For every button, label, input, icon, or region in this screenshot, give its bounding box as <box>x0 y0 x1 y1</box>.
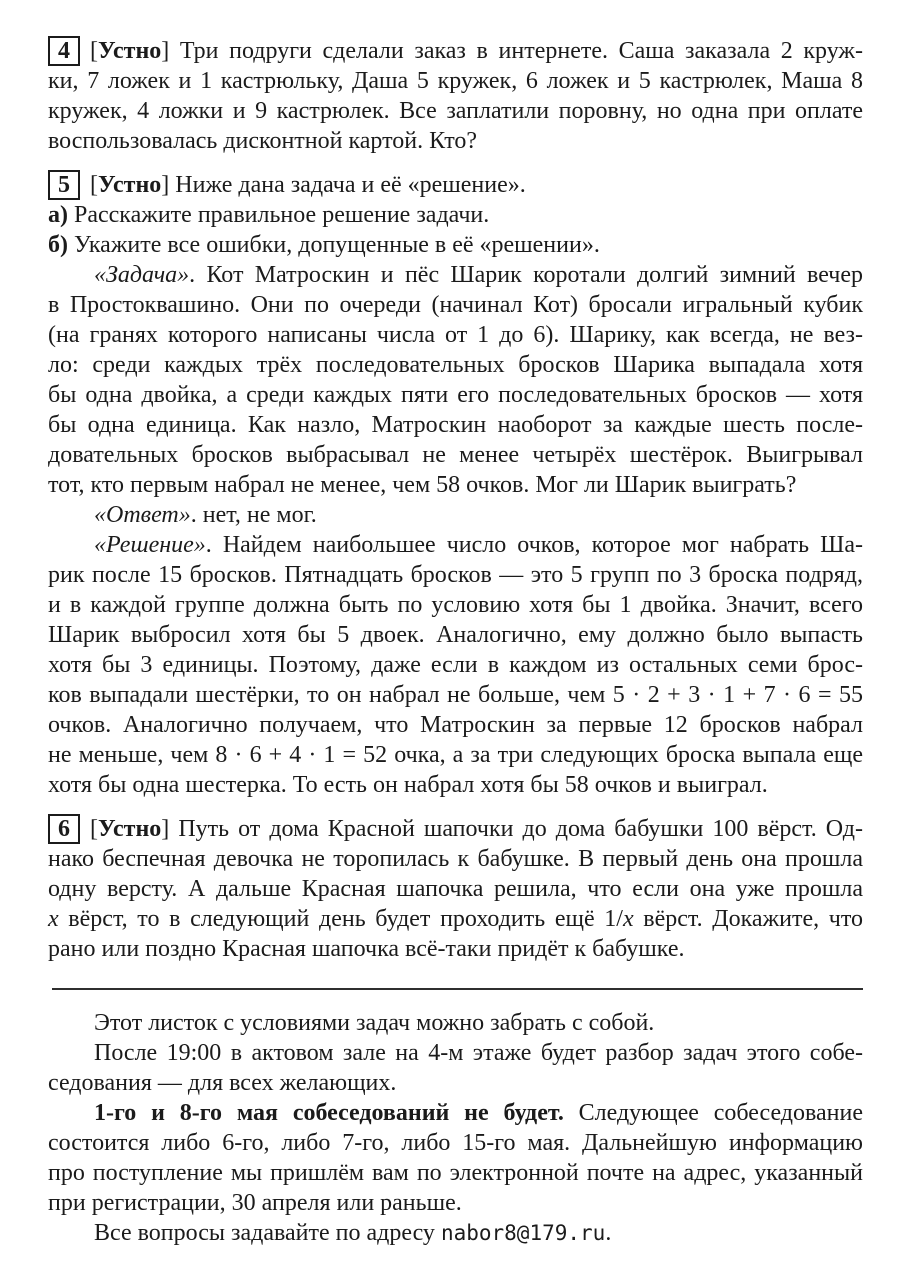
text-line <box>48 200 863 230</box>
text-line <box>48 1188 863 1218</box>
text-line <box>48 350 863 380</box>
footer-note-schedule <box>48 1098 863 1218</box>
text-line <box>48 710 863 740</box>
schedule-warning: 1-го и 8-го мая собеседований не будет. <box>94 1100 564 1126</box>
text-line <box>48 440 863 470</box>
text-run: [ <box>90 816 98 842</box>
text-line <box>48 934 863 964</box>
text-run: [ <box>90 172 98 198</box>
lead-in: «Задача» <box>94 262 190 288</box>
text-line <box>48 36 863 66</box>
text-line <box>48 680 863 710</box>
lead-in: «Ответ» <box>94 502 191 528</box>
text-line <box>48 1038 863 1068</box>
text-run: ло: среди каждых трёх последовательных бросков Шарика выпадала хотя <box>48 352 863 378</box>
text-line <box>48 126 863 156</box>
footer-note-keep-sheet <box>48 1008 863 1038</box>
text-run: Все вопросы задавайте по адресу <box>94 1220 441 1246</box>
problem-5 <box>48 170 863 200</box>
text-run: хотя бы одна шестерка. То есть он набрал хотя бы 58 очков и выиграл. <box>48 772 768 798</box>
text-run: . нет, не мог. <box>190 502 317 528</box>
text-line <box>48 740 863 770</box>
text-run: ки, 7 ложек и 1 кастрюльку, Даша 5 кружек, 6 ложек и 5 кастрюлек, Маша 8 <box>48 68 863 94</box>
text-line <box>48 500 863 530</box>
text-run: бы одна единица. Как назло, Матроскин наоборот за каждые шесть после- <box>48 412 863 438</box>
text-line <box>48 620 863 650</box>
text-run: одну версту. А дальше Красная шапочка решила, что если она уже прошла <box>48 876 863 902</box>
text-run: ] Ниже дана задача и её «решение». <box>161 172 526 198</box>
text-run: Этот листок с условиями задач можно забрать с собой. <box>94 1010 655 1036</box>
text-line <box>48 96 863 126</box>
text-run: при регистрации, 30 апреля или раньше. <box>48 1190 462 1216</box>
problem-6 <box>48 814 863 964</box>
text-run: ] Три подруги сделали заказ в интернете. Саша заказала 2 круж- <box>161 38 863 64</box>
problem-5-solution <box>48 530 863 800</box>
text-line <box>48 1158 863 1188</box>
math-variable: x <box>48 906 59 932</box>
text-line <box>48 1128 863 1158</box>
item-label: б) <box>48 232 68 258</box>
problem-5-item-a <box>48 200 863 230</box>
text-run: очков. Аналогично получаем, что Матроскин за первые 12 бросков набрал <box>48 712 863 738</box>
footer-note-debrief <box>48 1038 863 1098</box>
math-expression: ков выпадали шестёрки, то он набрал не больше, чем 5 · 2 + 3 · 1 + 7 · 6 = 55 <box>48 682 863 708</box>
problem-sheet-body <box>48 36 863 1248</box>
problem-5-item-b <box>48 230 863 260</box>
text-run: Укажите все ошибки, допущенные в её «решении». <box>68 232 600 258</box>
footer-note-contact <box>48 1218 863 1248</box>
text-run: воспользовалась дисконтной картой. Кто? <box>48 128 478 154</box>
footer-divider <box>52 988 863 990</box>
text-run: кружек, 4 ложки и 9 кастрюлек. Все заплатили поровну, но одна при оплате <box>48 98 863 124</box>
text-run: Шарик выбросил хотя бы 5 двоек. Аналогично, ему должно было выпасть <box>48 622 863 648</box>
text-line <box>48 650 863 680</box>
text-run: нако беспечная девочка не торопилась к бабушке. В первый день она прошла <box>48 846 863 872</box>
text-line <box>48 904 863 934</box>
text-run: . <box>605 1220 612 1246</box>
problem-number-box: 5 <box>48 170 80 200</box>
text-line <box>48 260 863 290</box>
text-run: хотя бы 3 единицы. Поэтому, даже если в каждом из остальных семи брос- <box>48 652 863 678</box>
text-run: [ <box>90 38 98 64</box>
text-run: После 19:00 в актовом зале на 4-м этаже будет разбор задач этого собе- <box>94 1040 863 1066</box>
text-run: седования — для всех желающих. <box>48 1070 397 1096</box>
text-line <box>48 290 863 320</box>
text-run: ] Путь от дома Красной шапочки до дома бабушки 100 вёрст. Од- <box>161 816 863 842</box>
text-run: . Найдем наибольшее число очков, которое мог набрать Ша- <box>205 532 863 558</box>
problem-4 <box>48 36 863 156</box>
oral-tag: Устно <box>98 38 162 64</box>
lead-in: «Решение» <box>94 532 206 558</box>
text-run: в Простоквашино. Они по очереди (начинал Кот) бросали игральный кубик <box>48 292 863 318</box>
text-run: рик после 15 бросков. Пятнадцать бросков — это 5 групп по 3 броска подряд, <box>48 562 863 588</box>
text-line <box>48 1008 863 1038</box>
text-run: . Кот Матроскин и пёс Шарик коротали долгий зимний вечер <box>189 262 863 288</box>
text-line <box>48 874 863 904</box>
text-line <box>48 320 863 350</box>
text-line <box>48 1068 863 1098</box>
math-expression: не меньше, чем 8 · 6 + 4 · 1 = 52 очка, а за три следующих броска выпала еще <box>48 742 863 768</box>
text-line <box>48 844 863 874</box>
text-line <box>48 1098 863 1128</box>
text-line <box>48 230 863 260</box>
oral-tag: Устно <box>98 172 162 198</box>
oral-tag: Устно <box>98 816 162 842</box>
problem-5-task <box>48 260 863 500</box>
text-run: про поступление мы пришлём вам по электронной почте на адрес, указанный <box>48 1160 863 1186</box>
problem-number-box: 6 <box>48 814 80 844</box>
text-run: довательных бросков выбрасывал не менее четырёх шестёрок. Выигрывал <box>48 442 863 468</box>
text-run: и в каждой группе должна быть по условию хотя бы 1 двойка. Значит, всего <box>48 592 863 618</box>
text-run: рано или поздно Красная шапочка всё-таки придёт к бабушке. <box>48 936 685 962</box>
text-run: Следующее собеседование <box>563 1100 863 1126</box>
math-variable: x <box>622 906 634 932</box>
text-line <box>48 814 863 844</box>
text-run: Расскажите правильное решение задачи. <box>68 202 490 228</box>
text-line <box>48 470 863 500</box>
text-run: вёрст, то в следующий день будет проходить ещё 1/ <box>58 906 623 932</box>
text-line <box>48 1218 863 1248</box>
text-line <box>48 530 863 560</box>
text-run: вёрст. Докажите, что <box>633 906 864 932</box>
problem-number-box: 4 <box>48 36 80 66</box>
text-line <box>48 410 863 440</box>
problem-5-answer <box>48 500 863 530</box>
text-line <box>48 770 863 800</box>
item-label: а) <box>48 202 68 228</box>
text-line <box>48 170 863 200</box>
text-line <box>48 590 863 620</box>
text-run: состоится либо 6-го, либо 7-го, либо 15-го мая. Дальнейшую информацию <box>48 1130 863 1156</box>
text-line <box>48 560 863 590</box>
text-line <box>48 380 863 410</box>
text-run: (на гранях которого написаны числа от 1 до 6). Шарику, как всегда, не вез- <box>48 322 863 348</box>
text-line <box>48 66 863 96</box>
email-address: nabor8@179.ru <box>440 1221 606 1245</box>
text-run: тот, кто первым набрал не менее, чем 58 очков. Мог ли Шарик выиграть? <box>48 472 797 498</box>
text-run: бы одна двойка, а среди каждых пяти его последовательных бросков — хотя <box>48 382 863 408</box>
